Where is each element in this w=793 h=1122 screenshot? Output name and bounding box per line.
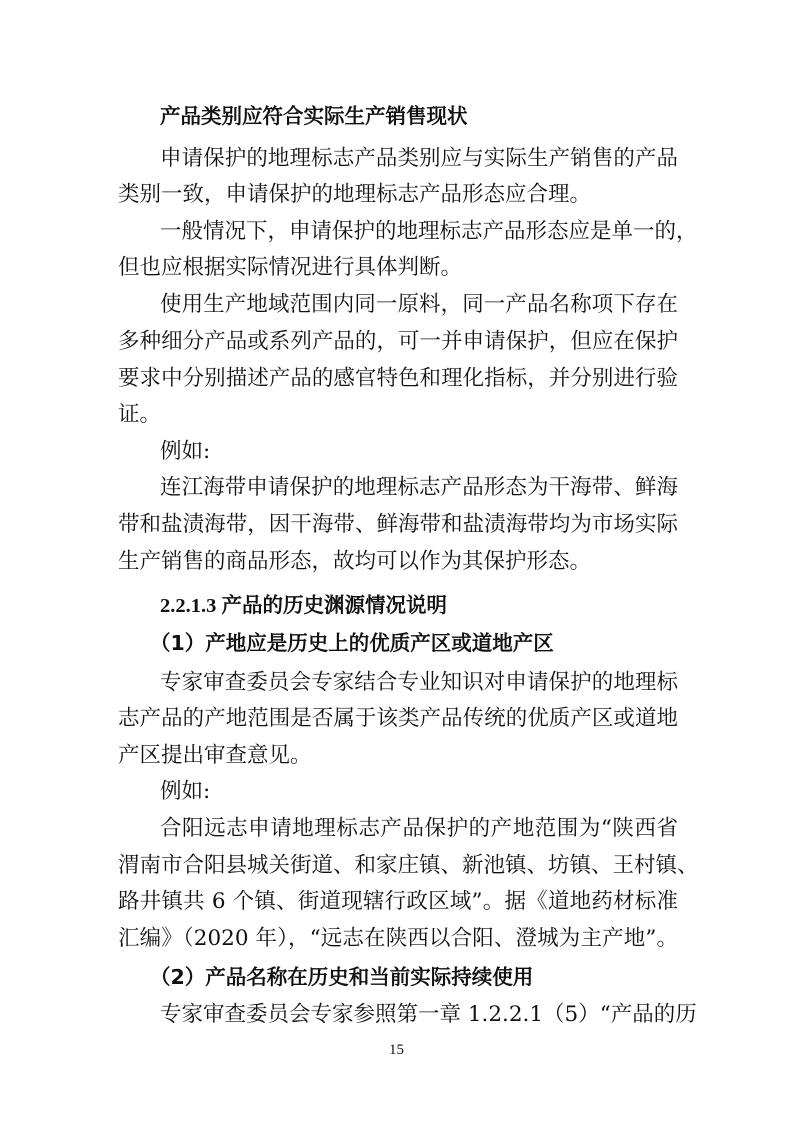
paragraph-line: 多种细分产品或系列产品的，可一并申请保护，但应在保护: [118, 329, 678, 354]
example-label: 例如:: [160, 779, 211, 804]
paragraph-line: 生产销售的商品形态，故均可以作为其保护形态。: [118, 549, 592, 574]
paragraph-line: 使用生产地域范围内同一原料，同一产品名称项下存在: [160, 292, 678, 317]
page-number: 15: [389, 1042, 404, 1058]
paragraph-line: 专家审查委员会专家结合专业知识对申请保护的地理标: [160, 670, 678, 695]
paragraph-line: 要求中分别描述产品的感官特色和理化指标，并分别进行验: [118, 366, 678, 391]
paragraph-line: 证。: [118, 402, 162, 427]
paragraph-line: 但也应根据实际情况进行具体判断。: [118, 255, 463, 280]
subsection-heading-1: （1）产地应是历史上的优质产区或道地产区: [150, 631, 554, 655]
section-heading: 2.2.1.3 产品的历史渊源情况说明: [160, 595, 447, 617]
subsection-heading-2: （2）产品名称在历史和当前实际持续使用: [150, 965, 534, 989]
paragraph-line: 产区提出审查意见。: [118, 743, 312, 768]
paragraph-line: 汇编》（2020 年），“远志在陕西以合阳、澄城为主产地”。: [118, 926, 678, 951]
paragraph-line: 渭南市合阳县城关街道、和家庄镇、新池镇、坊镇、王村镇、: [118, 853, 699, 878]
paragraph-line: 类别一致，申请保护的地理标志产品形态应合理。: [118, 182, 592, 207]
paragraph-line: 申请保护的地理标志产品类别应与实际生产销售的产品: [160, 146, 678, 171]
paragraph-line: 带和盐渍海带，因干海带、鲜海带和盐渍海带均为市场实际: [118, 512, 678, 537]
paragraph-line: 连江海带申请保护的地理标志产品形态为干海带、鲜海: [160, 475, 678, 500]
heading-category: 产品类别应符合实际生产销售现状: [160, 104, 468, 128]
paragraph-line: 一般情况下，申请保护的地理标志产品形态应是单一的，: [160, 219, 698, 244]
example-label: 例如:: [160, 439, 211, 464]
paragraph-line: 合阳远志申请地理标志产品保护的产地范围为“陕西省: [160, 816, 678, 841]
paragraph-line: 路井镇共 6 个镇、街道现辖行政区域”。据《道地药材标准: [118, 889, 678, 914]
paragraph-line: 志产品的产地范围是否属于该类产品传统的优质产区或道地: [118, 706, 678, 731]
paragraph-line: 专家审查委员会专家参照第一章 1.2.2.1（5）“产品的历: [160, 1002, 697, 1027]
